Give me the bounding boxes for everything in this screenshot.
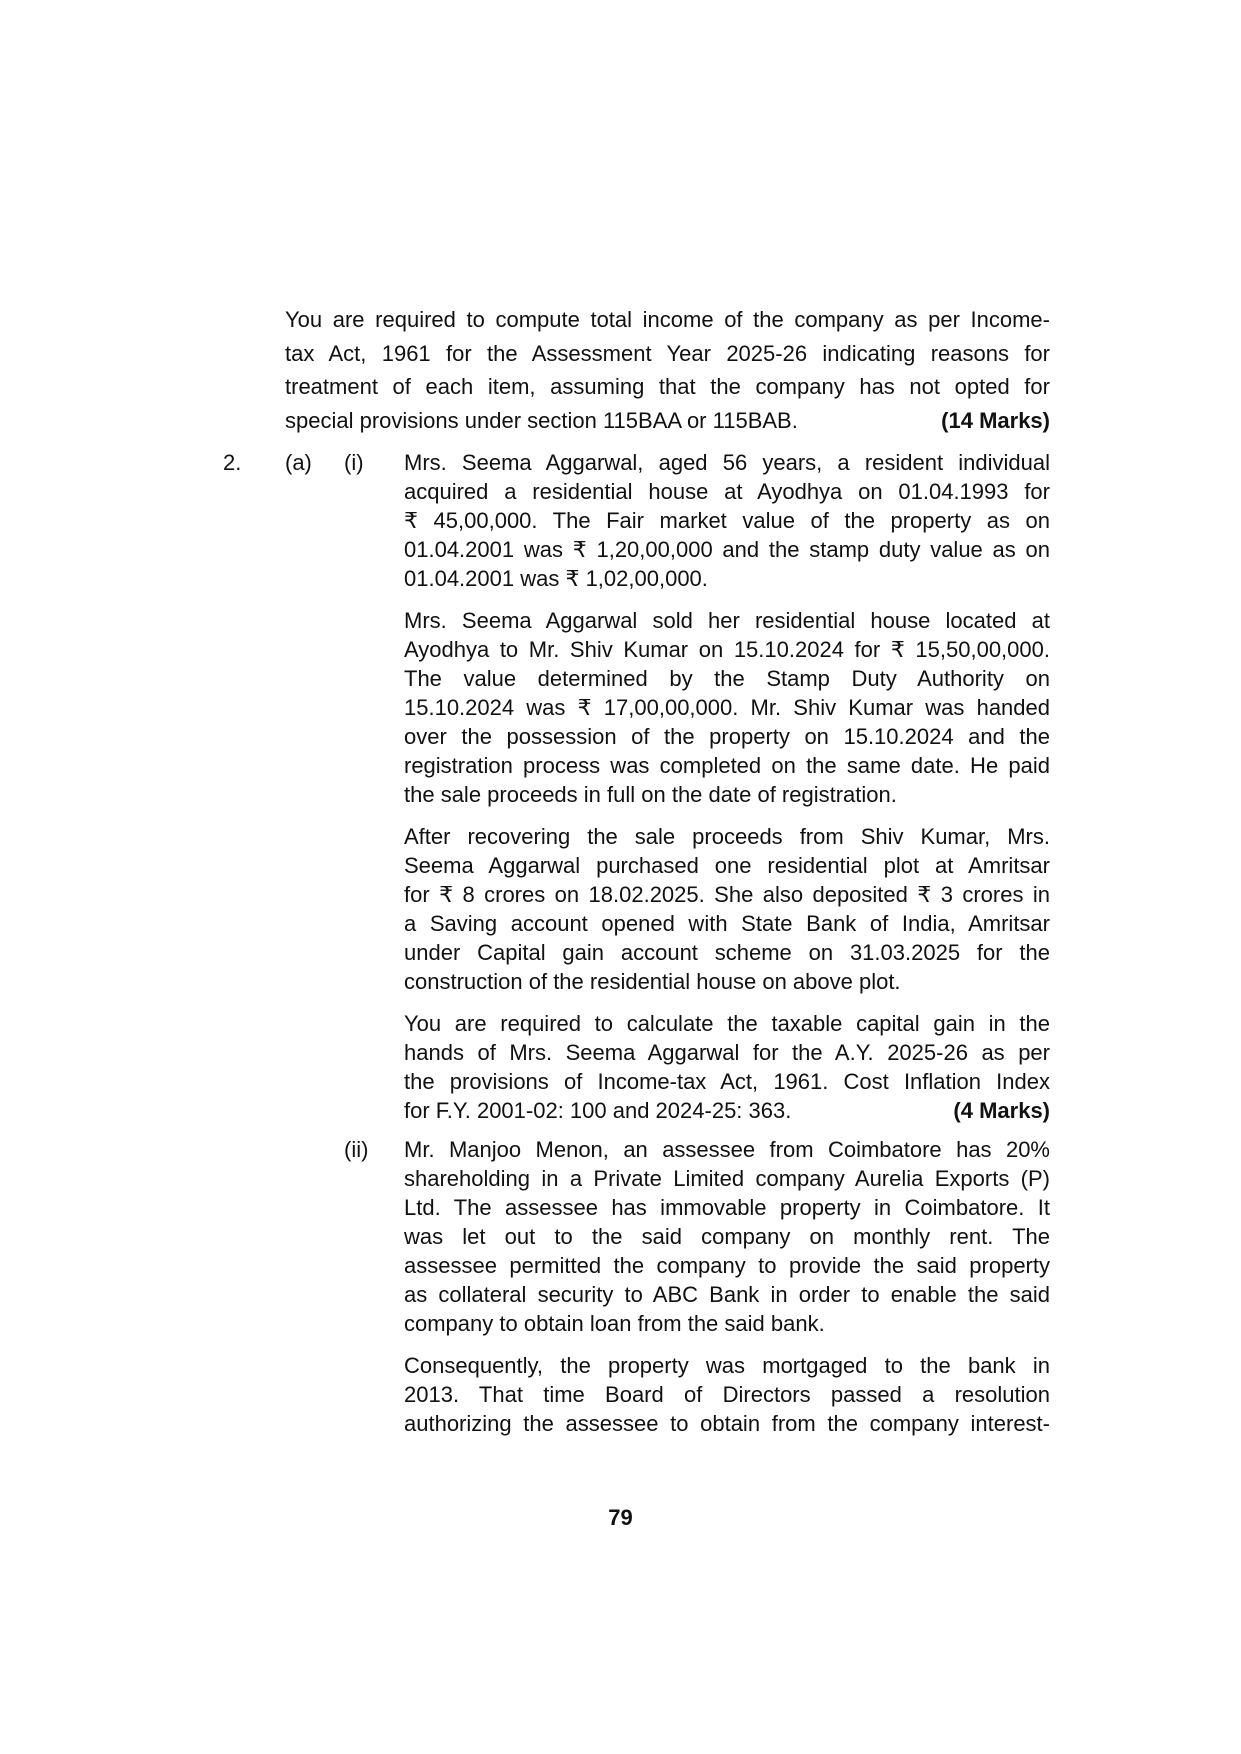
- text-line: acquired a residential house at Ayodhya on 01.04.1993 for: [404, 479, 1050, 504]
- text-line: the provisions of Income-tax Act, 1961. Cost Inflation Index: [404, 1069, 1050, 1094]
- subpart-i-paragraph-4: [404, 1009, 1050, 1125]
- text-line: shareholding in a Private Limited company Aurelia Exports (P): [404, 1166, 1050, 1191]
- marks-label: (4 Marks): [953, 1098, 1050, 1123]
- text-line: was let out to the said company on monthly rent. The: [404, 1224, 1050, 1249]
- text-line: tax Act, 1961 for the Assessment Year 2025-26 indicating reasons for: [285, 340, 1050, 366]
- text-line: under Capital gain account scheme on 31.03.2025 for the: [404, 940, 1050, 965]
- subpart-i-paragraph-2: [404, 606, 1050, 809]
- subpart-ii-paragraph-2: [404, 1351, 1050, 1438]
- text-line: assessee permitted the company to provide the said property: [404, 1253, 1050, 1278]
- question-part-label: (a): [285, 450, 312, 475]
- text-line: registration process was completed on the same date. He paid: [404, 753, 1050, 778]
- marks-label: (14 Marks): [941, 407, 1050, 433]
- text-line: Mrs. Seema Aggarwal sold her residential house located at: [404, 608, 1050, 633]
- text-line: You are required to compute total income of the company as per Income-: [285, 307, 1050, 332]
- subpart-i-label: (i): [344, 450, 364, 475]
- text-line: ₹ 45,00,000. The Fair market value of the property as on: [404, 508, 1050, 533]
- text-line: treatment of each item, assuming that the company has not opted for: [285, 374, 1050, 399]
- subpart-ii-paragraph-1: [404, 1135, 1050, 1338]
- text-line: Ayodhya to Mr. Shiv Kumar on 15.10.2024 for ₹ 15,50,00,000.: [404, 637, 1050, 662]
- text-line: the sale proceeds in full on the date of registration.: [404, 782, 897, 807]
- text-line: for F.Y. 2001-02: 100 and 2024-25: 363. (4 Marks): [404, 1098, 1050, 1123]
- subpart-ii-label: (ii): [344, 1137, 369, 1162]
- text-line: a Saving account opened with State Bank of India, Amritsar: [404, 911, 1050, 936]
- text-line: Consequently, the property was mortgaged to the bank in: [404, 1353, 1050, 1378]
- subpart-i-paragraph-1: [404, 448, 1050, 593]
- text-line: as collateral security to ABC Bank in order to enable the said: [404, 1282, 1050, 1307]
- text-line: 2013. That time Board of Directors passed a resolution: [404, 1382, 1050, 1407]
- text-line: 01.04.2001 was ₹ 1,02,00,000.: [404, 566, 708, 591]
- text-line: company to obtain loan from the said bank.: [404, 1311, 825, 1336]
- text-line: 01.04.2001 was ₹ 1,20,00,000 and the stamp duty value as on: [404, 537, 1050, 562]
- text-line: for ₹ 8 crores on 18.02.2025. She also deposited ₹ 3 crores in: [404, 882, 1050, 907]
- question-number: 2.: [223, 450, 242, 475]
- text-line: Mr. Manjoo Menon, an assessee from Coimbatore has 20%: [404, 1137, 1050, 1162]
- intro-paragraph: [285, 303, 1050, 437]
- text-line: 15.10.2024 was ₹ 17,00,00,000. Mr. Shiv Kumar was handed: [404, 695, 1050, 720]
- text-line: After recovering the sale proceeds from Shiv Kumar, Mrs.: [404, 824, 1050, 849]
- text-line: Mrs. Seema Aggarwal, aged 56 years, a resident individual: [404, 450, 1050, 475]
- text-line: authorizing the assessee to obtain from the company interest-: [404, 1411, 1050, 1436]
- text-line: special provisions under section 115BAA or 115BAB. (14 Marks): [285, 404, 1050, 438]
- text-line: Seema Aggarwal purchased one residential plot at Amritsar: [404, 853, 1050, 878]
- subpart-i-paragraph-3: [404, 822, 1050, 996]
- text-line: You are required to calculate the taxable capital gain in the: [404, 1011, 1050, 1036]
- text-line: construction of the residential house on above plot.: [404, 969, 901, 994]
- page-number: 79: [608, 1505, 633, 1530]
- text-line: Ltd. The assessee has immovable property in Coimbatore. It: [404, 1195, 1050, 1220]
- text-line: hands of Mrs. Seema Aggarwal for the A.Y. 2025-26 as per: [404, 1040, 1050, 1065]
- text-line: The value determined by the Stamp Duty Authority on: [404, 666, 1050, 691]
- text-line: over the possession of the property on 15.10.2024 and the: [404, 724, 1050, 749]
